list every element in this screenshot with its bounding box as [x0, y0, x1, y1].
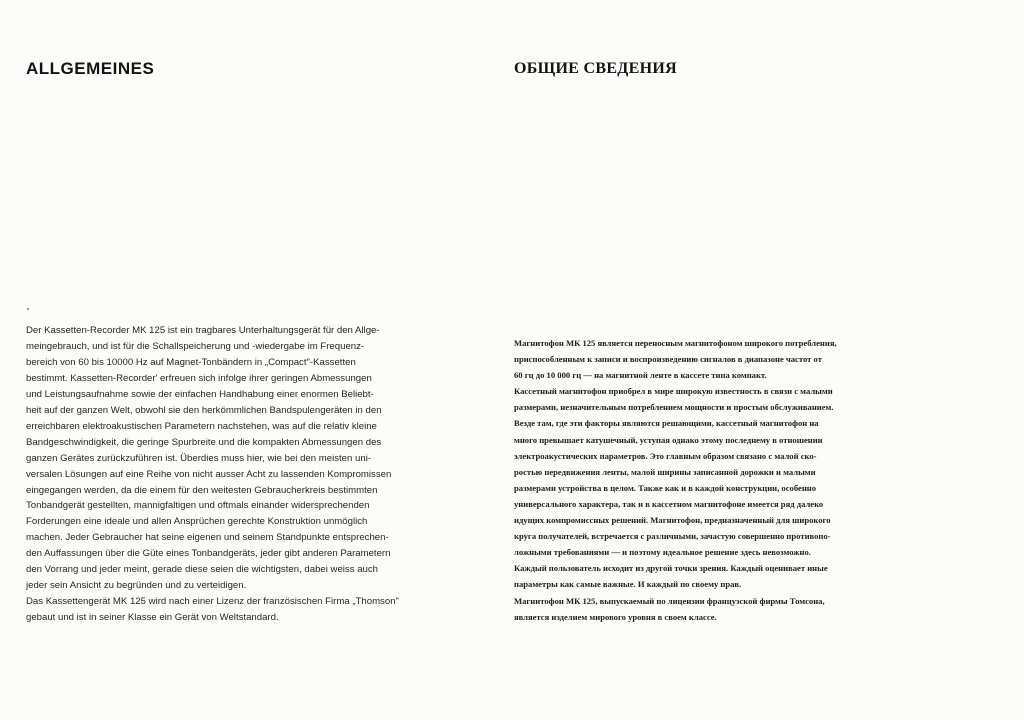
russian-text-line: универсального характера, так и в кассетном магнитофоне имеется ряд далеко — [514, 498, 824, 509]
russian-text-line: Каждый пользователь исходит из другой точки зрения. Каждый оценивает иные — [514, 563, 828, 574]
russian-text-line: является изделием мирового уровня в своем классе. — [514, 611, 717, 622]
russian-text-line: круга получателей, встречается с различными, зачастую совершенно противопо- — [514, 531, 831, 542]
german-text-line: meingebrauch, und ist für die Schallspeicherung und -wiedergabe im Frequenz- — [26, 340, 365, 352]
german-text-line: heit auf der ganzen Welt, obwohl sie den herkömmlichen Bandspulengeräten in den — [26, 404, 382, 416]
german-text-line: erreichbaren elektroakustischen Parametern nachstehen, was auf die relativ kleine — [26, 420, 377, 432]
german-text-line: bestimmt. Kassetten-Recorder' erfreuen sich infolge ihrer geringen Abmessungen — [26, 372, 372, 384]
russian-text-line: ложными требованиями — и поэтому идеальное решение здесь невозможно. — [514, 547, 811, 558]
german-text-column — [26, 323, 494, 626]
russian-text-line: Магнитофон МК 125 является переносным магнитофоном широкого потребления, — [514, 338, 837, 348]
german-text-line: den Vorrang und jeder meint, gerade diese seien die wichtigsten, dabei weiss auch — [26, 564, 378, 576]
russian-text-line: параметры как самые важные. И каждый по своему прав. — [514, 579, 742, 590]
german-text-line: jeder sein Ansicht zu begründen und zu verteidigen. — [26, 580, 247, 592]
russian-text-line: идущих компромиссных решений. Магнитофон, предназначенный для широкого — [514, 515, 831, 526]
russian-text-line: размерами устройства в целом. Также как и в каждой конструкции, особенно — [514, 482, 817, 493]
german-text-line: gebaut und ist in seiner Klasse ein Gerät von Weltstandard. — [26, 612, 279, 624]
scan-speck — [27, 308, 29, 310]
russian-text-column — [514, 335, 988, 625]
german-section-heading: ALLGEMEINES — [26, 59, 155, 78]
german-text-line: bereich von 60 bis 10000 Hz auf Magnet-Tonbändern in „Compact"-Kassetten — [26, 356, 356, 368]
german-text-line: versalen Lösungen auf eine Reihe von nicht ausser Acht zu lassenden Kompromissen — [26, 468, 392, 480]
russian-text-line: приспособленным к записи и воспроизведению сигналов в диапазоне частот от — [514, 354, 822, 365]
russian-text-line: Везде там, где эти факторы являются решающими, кассетный магнитофон на — [514, 418, 819, 429]
german-text-line: den Auffassungen über die Güte eines Tonbandgeräts, jeder gibt anderen Parametern — [26, 548, 391, 560]
russian-text-line: Магнитофон МК 125, выпускаемый по лицензии французской фирмы Томсона, — [514, 595, 825, 606]
russian-text-line: Кассетный магнитофон приобрел в мире широкую известность в связи с малыми — [514, 386, 833, 397]
german-text-line: ganzen Gerätes zurückzuführen ist. Überdies muss hier, wie bei den meisten uni- — [26, 452, 372, 464]
russian-text-line: 60 гц до 10 000 гц — на магнитной ленте в кассете типа компакт. — [514, 370, 767, 381]
german-text-line: Forderungen eine ideale und allen Ansprüchen gerechte Konstruktion unmöglich — [26, 516, 368, 528]
russian-text-line: много превышает катушечный, уступая однако этому последнему в отношении — [514, 434, 823, 445]
russian-text-line: размерами, незначительным потреблением мощности и простым обслуживанием. — [514, 402, 834, 413]
russian-text-line: ростью передвижения ленты, малой ширины записанной дорожки и малыми — [514, 466, 816, 477]
german-text-line: Der Kassetten-Recorder MK 125 ist ein tragbares Unterhaltungsgerät für den Allge- — [26, 325, 380, 336]
german-text-line: Bandgeschwindigkeit, die geringe Spurbreite und die kompakten Abmessungen des — [26, 436, 382, 448]
german-text-line: Das Kassettengerät MK 125 wird nach einer Lizenz der französischen Firma „Thomson" — [26, 596, 399, 608]
german-text-line: und Leistungsaufnahme sowie der einfachen Handhabung einer enormen Beliebt- — [26, 388, 374, 400]
russian-section-heading: ОБЩИЕ СВЕДЕНИЯ — [514, 60, 677, 77]
russian-text-line: электроакустических параметров. Это главным образом связано с малой ско- — [514, 450, 817, 461]
german-text-line: eingegangen werden, da die einem für den weitesten Gebraucherkreis bestimmten — [26, 484, 378, 496]
german-text-line: Tonbandgerät gestellten, mannigfaltigen und oftmals einander widersprechenden — [26, 500, 370, 512]
german-text-line: machen. Jeder Gebraucher hat seine eigenen und seinem Standpunkte entsprechen- — [26, 532, 389, 544]
